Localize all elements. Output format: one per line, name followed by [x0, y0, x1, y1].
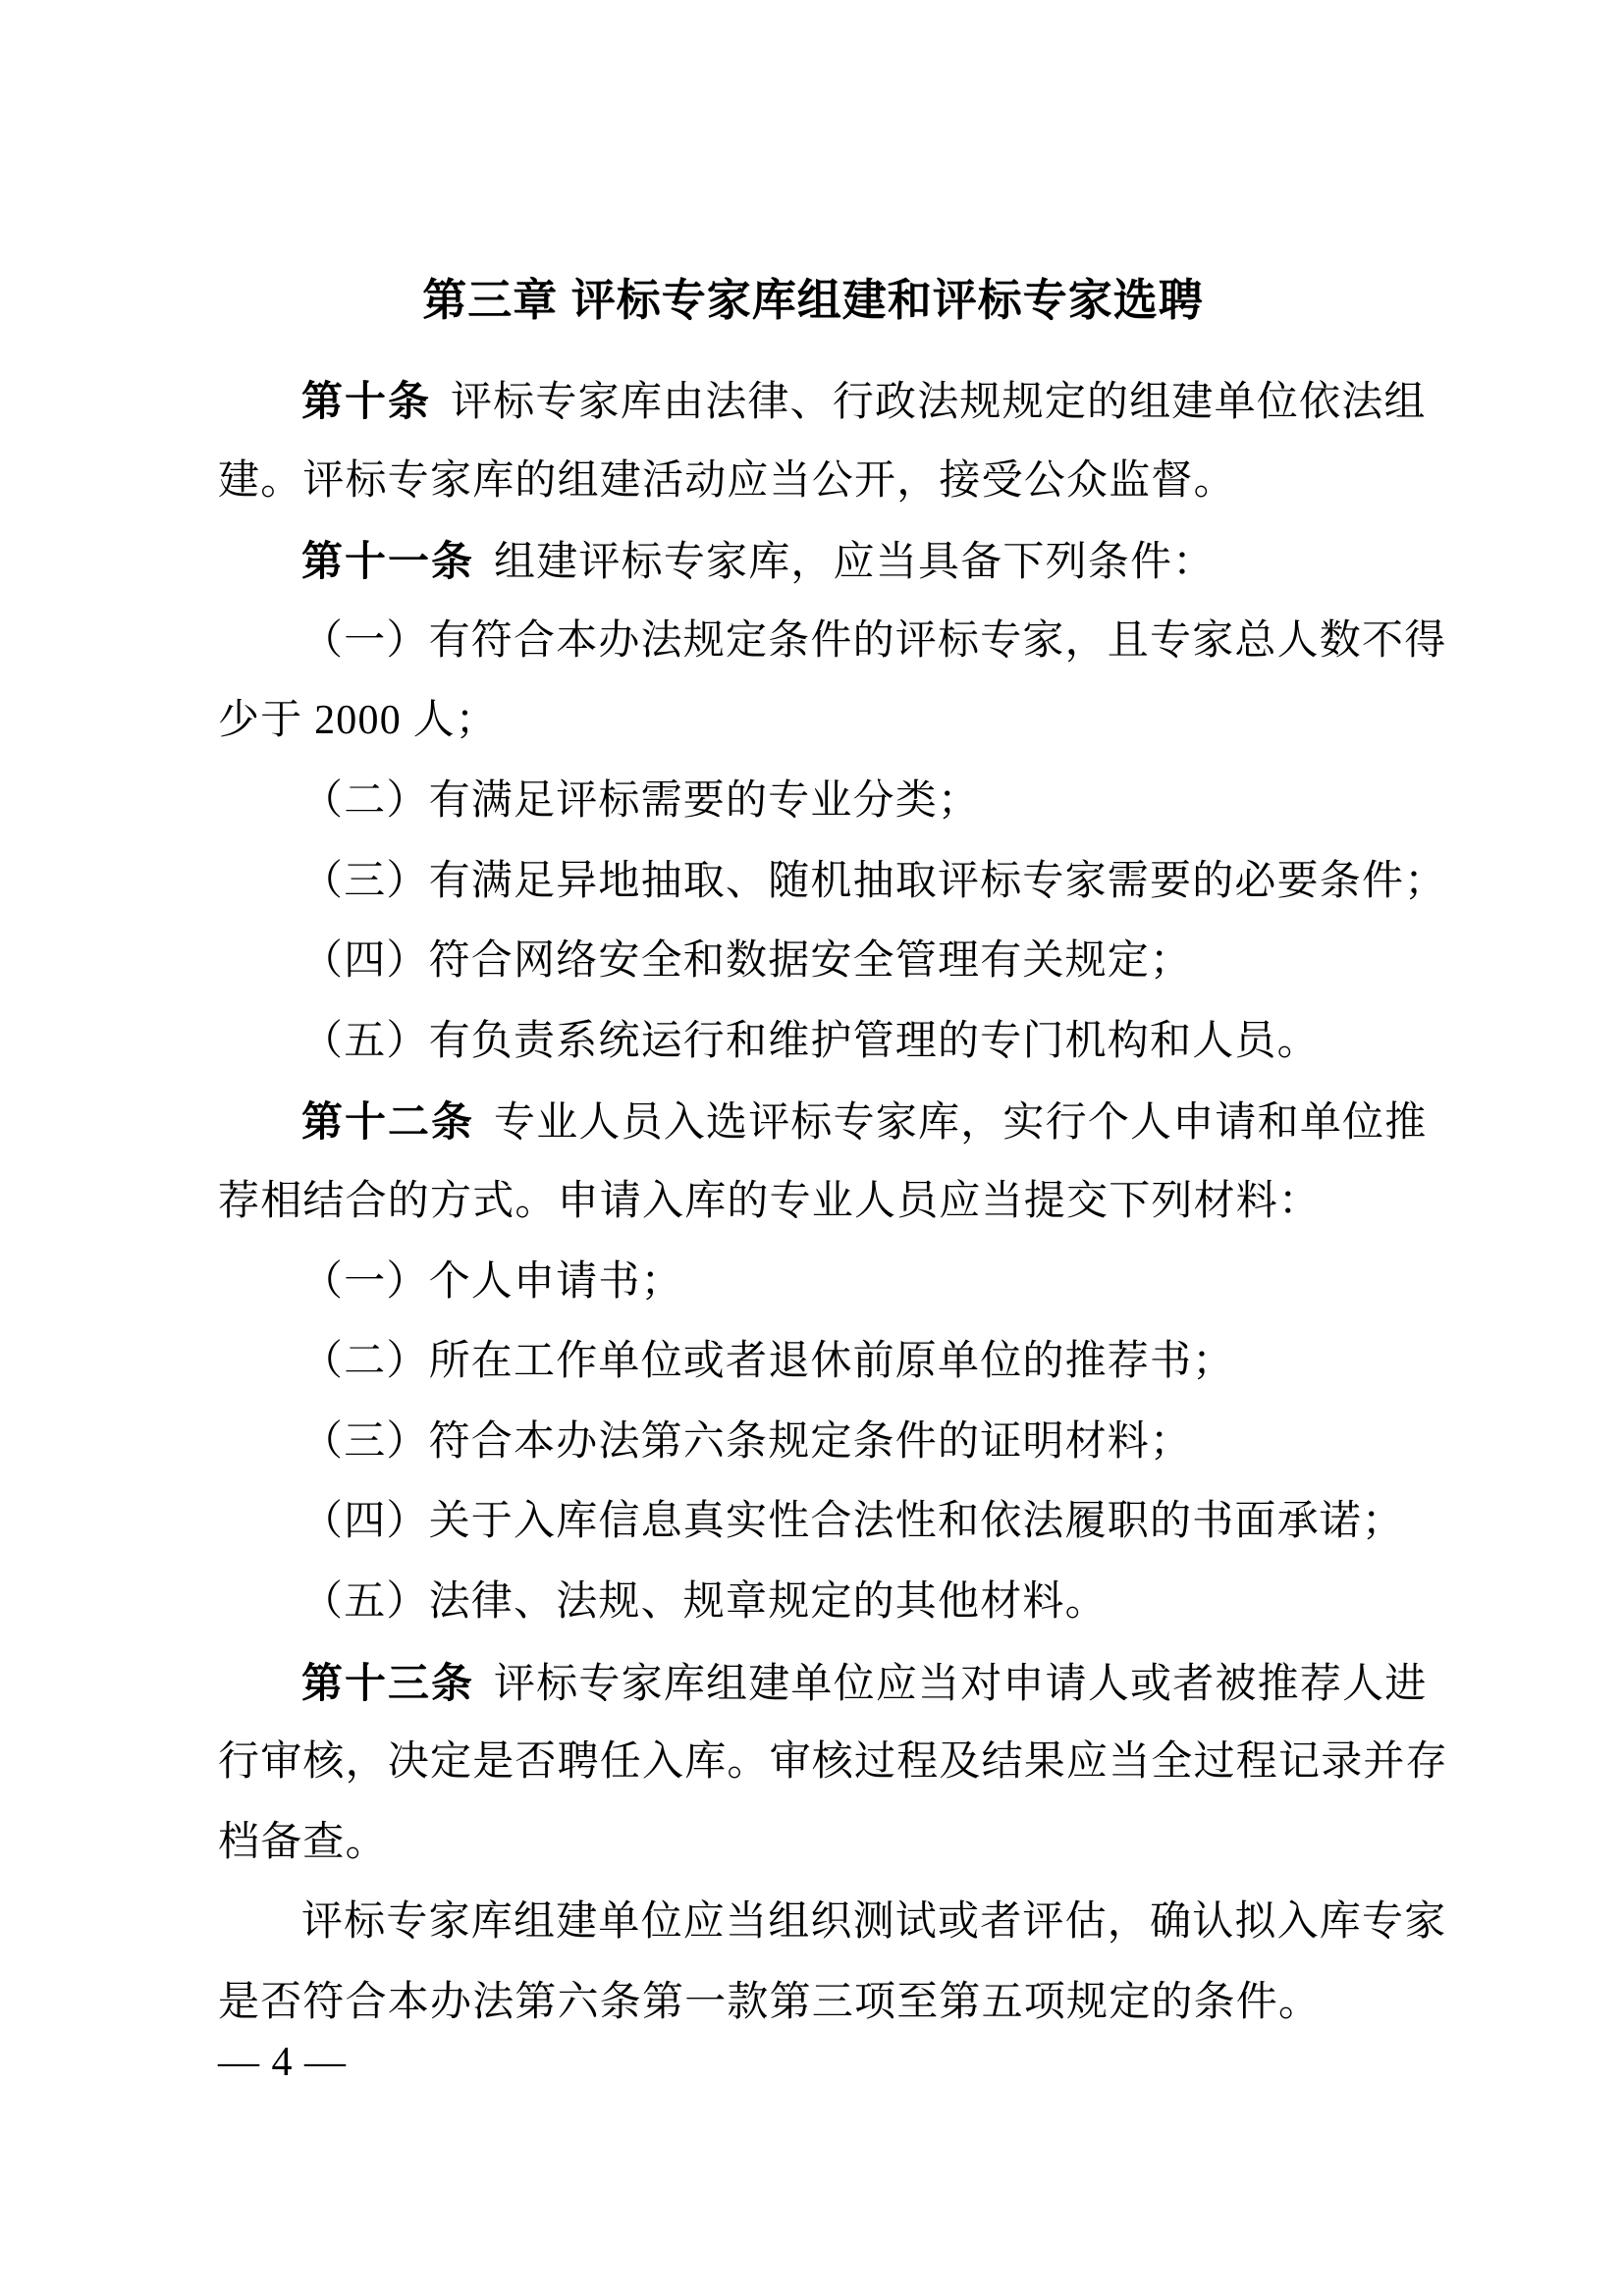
text-line [218, 1082, 1428, 1162]
line-text: （一）个人申请书； [301, 1258, 683, 1305]
chapter-title: 第三章 评标专家库组建和评标专家选聘 [422, 275, 1204, 325]
line-text: （五）有负责系统运行和维护管理的专门机构和人员。 [301, 1018, 1320, 1064]
article-number: 第十条 [301, 378, 432, 424]
text-line [218, 1482, 1408, 1563]
line-text: （二）有满足评标需要的专业分类； [301, 777, 981, 824]
line-text: 专业人员入选评标专家库，实行个人申请和单位推 [494, 1100, 1428, 1147]
text-line [218, 1963, 1408, 2044]
line-text: （五）法律、法规、规章规定的其他材料。 [301, 1578, 1108, 1625]
line-text: （三）符合本办法第六条规定条件的证明材料； [301, 1418, 1193, 1465]
line-text: （一）有符合本办法规定条件的评标专家，且专家总人数不得 [301, 617, 1447, 664]
page-footer [218, 2038, 347, 2087]
article-number: 第十三条 [301, 1659, 475, 1706]
text-line [218, 1243, 1408, 1323]
line-text: 评标专家库由法律、行政法规规定的组建单位依法组 [451, 380, 1427, 425]
line-text: 是否符合本办法第六条第一款第三项至第五项规定的条件。 [218, 1979, 1322, 2025]
document-lines [218, 361, 1448, 2043]
text-line [218, 681, 1408, 762]
text-line [218, 1162, 1408, 1243]
line-text: 行审核，决定是否聘任入库。审核过程及结果应当全过程记录并存 [218, 1739, 1448, 1786]
text-line [218, 1563, 1408, 1643]
line-text: （二）所在工作单位或者退休前原单位的推荐书； [301, 1339, 1235, 1385]
page-number: — 4 — [218, 2040, 347, 2085]
line-text: （四）关于入库信息真实性合法性和依法履职的书面承诺； [301, 1499, 1405, 1545]
text-line [218, 1002, 1408, 1083]
line-text: 评标专家库组建单位应当组织测试或者评估，确认拟入库专家 [301, 1899, 1447, 1946]
line-text: 评标专家库组建单位应当对申请人或者被推荐人进 [494, 1661, 1428, 1707]
line-text: 组建评标专家库，应当具备下列条件： [494, 540, 1216, 586]
text-line [218, 1322, 1408, 1403]
line-text: （三）有满足异地抽取、随机抽取评标专家需要的必要条件； [301, 858, 1447, 904]
text-line [218, 521, 1408, 602]
text-line [218, 1643, 1428, 1724]
text-line [218, 1883, 1447, 1963]
line-text: 建。评标专家库的组建活动应当公开，接受公众监督。 [218, 457, 1236, 504]
text-line [218, 1803, 1408, 1884]
text-line [218, 922, 1408, 1002]
text-line [218, 1403, 1408, 1483]
line-text: 少于 2000 人； [218, 698, 499, 744]
document-content [218, 0, 1448, 2043]
text-line [218, 602, 1447, 682]
text-line [218, 842, 1447, 923]
text-line [218, 442, 1408, 522]
text-line [218, 1723, 1448, 1803]
line-text: 荐相结合的方式。申请入库的专业人员应当提交下列材料： [218, 1178, 1322, 1224]
article-number: 第十二条 [301, 1098, 475, 1146]
line-text: 档备查。 [218, 1819, 388, 1865]
text-line [218, 762, 1408, 842]
text-line [218, 361, 1427, 442]
line-text: （四）符合网络安全和数据安全管理有关规定； [301, 938, 1193, 985]
article-number: 第十一条 [301, 538, 475, 585]
